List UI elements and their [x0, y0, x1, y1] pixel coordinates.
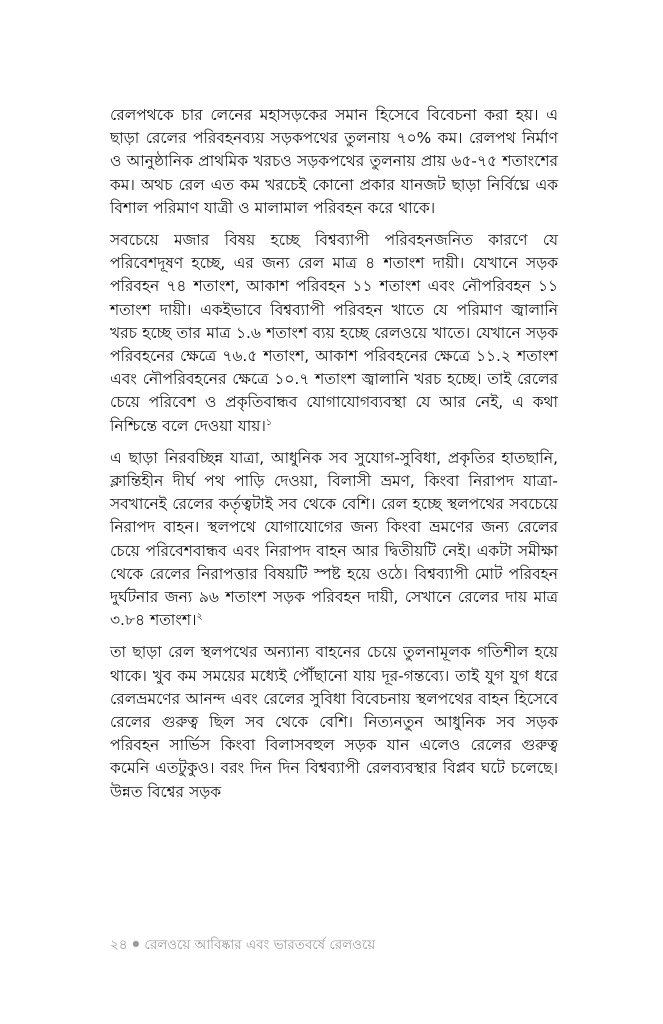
page-footer — [110, 936, 558, 956]
bullet-separator-icon: ● — [132, 939, 140, 948]
paragraph-3-text: এ ছাড়া নিরবচ্ছিন্ন যাত্রা, আধুনিক সব সুযোগ-সুবিধা, প্রকৃতির হাতছানি, ক্লান্তিহীন দীর্ঘ পথ পাড়ি দেওয়া, বিলাসী ভ্রমণ, কিংবা নিরাপদ যাত্রা- সবখানেই রেলের কর্তৃত্বটাই সব থেকে বেশি। রেল হচ্ছে স্থলপথের সবচেয়ে নিরাপদ বাহন। স্থলপথে যোগাযোগের জন্য কিংবা ভ্রমণের জন্য রেলের চেয়ে পরিবেশবান্ধব এবং নিরাপদ বাহন আর দ্বিতীয়টি নেই। একটা সমীক্ষা থেকে রেলের নিরাপত্তার বিষয়টি স্পষ্ট হয়ে ওঠে। বিশ্বব্যাপী মোট পরিবহন দুর্ঘটনার জন্য ৯৬ শতাংশ সড়ক পরিবহন দায়ী, সেখানে রেলের দায় মাত্র ৩.৮৪ শতাংশ। — [110, 448, 558, 630]
footnote-marker-2: ১ — [265, 416, 273, 428]
paragraph-2-text: সবচেয়ে মজার বিষয় হচ্ছে বিশ্বব্যাপী পরিবহনজনিত কারণে যে পরিবেশদূষণ হচ্ছে, এর জন্য রেল মাত্র ৪ শতাংশ দায়ী। যেখানে সড়ক পরিবহন ৭৪ শতাংশ, আকাশ পরিবহন ১১ শতাংশ এবং নৌপরিবহন ১১ শতাংশ দায়ী। একইভাবে বিশ্বব্যাপী পরিবহন খাতে যে পরিমাণ জ্বালানি খরচ হচ্ছে তার মাত্র ১.৬ শতাংশ ব্যয় হচ্ছে রেলওয়ে খাতে। যেখানে সড়ক পরিবহনের ক্ষেত্রে ৭৬.৫ শতাংশ, আকাশ পরিবহনের ক্ষেত্রে ১১.২ শতাংশ এবং নৌপরিবহনের ক্ষেত্রে ১০.৭ শতাংশ জ্বালানি খরচ হচ্ছে। তাই রেলের চেয়ে পরিবেশ ও প্রকৃতিবান্ধব যোগাযোগব্যবস্থা যে আর নেই, এ কথা নিশ্চিন্তে বলে দেওয়া যায়। — [110, 231, 558, 435]
footnote-marker-3: ২ — [196, 611, 203, 623]
paragraph-4-text: তা ছাড়া রেল স্থলপথের অন্যান্য বাহনের চেয়ে তুলনামূলক গতিশীল হয়ে থাকে। খুব কম সময়ের মধ্যেই পৌঁছানো যায় দূর-গন্তব্যে। তাই যুগ যুগ ধরে রেলভ্রমণের আনন্দ এবং রেলের সুবিধা বিবেচনায় স্থলপথের বাহন হিসেবে রেলের গুরুত্ব ছিল সব থেকে বেশি। নিত্যনতুন আধুনিক সব সড়ক পরিবহন সার্ভিস কিংবা বিলাসবহুল সড়ক যান এলেও রেলের গুরুত্ব কমেনি এতটুকুও। বরং দিন দিন বিশ্বব্যাপী রেলব্যবস্থার বিপ্লব ঘটে চলেছে। উন্নত বিশ্বের সড়ক — [110, 643, 558, 801]
paragraph-1-text: রেলপথকে চার লেনের মহাসড়কের সমান হিসেবে বিবেচনা করা হয়। এ ছাড়া রেলের পরিবহনব্যয় সড়কপথের তুলনায় ৭০% কম। রেলপথ নির্মাণ ও আনুষ্ঠানিক প্রাথমিক খরচও সড়কপথের তুলনায় প্রায় ৬৫-৭৫ শতাংশের কম। অথচ রেল এত কম খরচেই কোনো প্রকার যানজট ছাড়া নির্বিঘ্নে এক বিশাল পরিমাণ যাত্রী ও মালামাল পরিবহন করে থাকে। — [110, 106, 558, 217]
running-book-title: রেলওয়ে আবিষ্কার এবং ভারতবর্ষে রেলওয়ে — [144, 938, 376, 953]
paragraph-2 — [110, 229, 558, 438]
paragraph-3 — [110, 447, 558, 633]
paragraph-1 — [110, 104, 558, 220]
body-text-column — [110, 104, 558, 804]
page-number: ২৪ — [110, 938, 128, 953]
paragraph-4 — [110, 641, 558, 803]
